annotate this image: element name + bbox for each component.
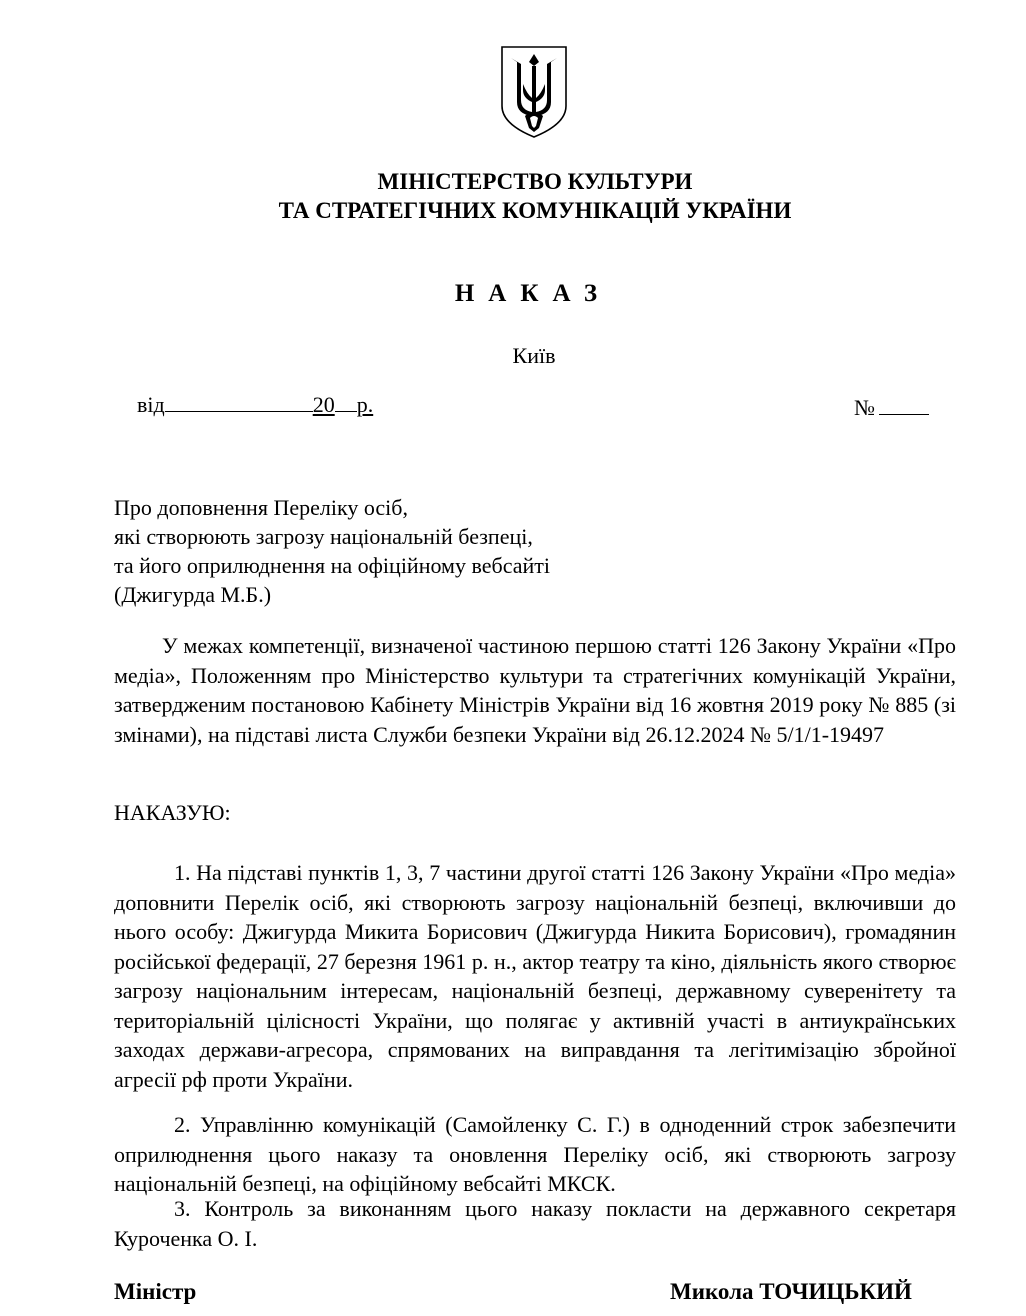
city: Київ (512, 343, 556, 368)
order-item-2: 2. Управлінню комунікацій (Самойленку С. Г.) в одноденний строк забезпечити оприлюднення цього наказу та оновлення Переліку осіб, які створюють загрозу національній безпеці, на офіційному вебсайті МКСК. (114, 1112, 956, 1196)
date-line (137, 391, 373, 418)
orders-label: НАКАЗУЮ: (114, 800, 231, 825)
date-blank-short (335, 391, 357, 412)
date-prefix: від (137, 392, 165, 417)
subject-line: які створюють загрозу національній безпеці, (114, 524, 533, 549)
order-item-1: 1. На підставі пунктів 1, 3, 7 частини другої статті 126 Закону України «Про медіа» доповнити Перелік осіб, які створюють загрозу національній безпеці, включивши до нього особу: Джигурда Микита Борисович (Джигурда Никита Борисович), громадянин російської федерації, 27 березня 1961 р. н., актор театру та кіно, діяльність якого створює загрозу національним інтересам, національній безпеці, державному суверенітету та територіальній цілісності України, що полягає у активній участі в антиукраїнських заходах держави-агресора, спрямованих на виправдання та легітимізацію збройної агресії рф проти України. (114, 860, 956, 1092)
subject-line: Про доповнення Переліку осіб, (114, 495, 408, 520)
number-line (854, 394, 929, 421)
subject-line: та його оприлюднення на офіційному вебсайті (114, 553, 550, 578)
subject-block (114, 493, 550, 609)
date-suffix: р. (356, 392, 374, 417)
number-label: № (854, 395, 875, 420)
signatory-name: Микола ТОЧИЦЬКИЙ (670, 1279, 912, 1304)
subject-line: (Джигурда М.Б.) (114, 582, 272, 607)
date-year: 20 (312, 392, 335, 417)
signatory-position: Міністр (114, 1279, 197, 1304)
number-blank (879, 394, 929, 415)
preamble-paragraph: У межах компетенції, визначеної частиною першою статті 126 Закону України «Про медіа», Положенням про Міністерство культури та стратегічних комунікацій України, затвердженим постановою Кабінету Міністрів України від 16 жовтня 2019 року № 885 (зі змінами), на підставі листа Служби безпеки України від 26.12.2024 № 5/1/1-19497 (114, 633, 956, 747)
ministry-name-line2: ТА СТРАТЕГІЧНИХ КОМУНІКАЦІЙ УКРАЇНИ (278, 198, 792, 223)
ministry-name-line1: МІНІСТЕРСТВО КУЛЬТУРИ (377, 169, 693, 194)
order-item-3: 3. Контроль за виконанням цього наказу покласти на державного секретаря Куроченка О. І. (114, 1196, 956, 1251)
document-title: НАКАЗ (454, 280, 612, 307)
trident-emblem-icon (499, 44, 569, 140)
date-blank (165, 391, 313, 412)
